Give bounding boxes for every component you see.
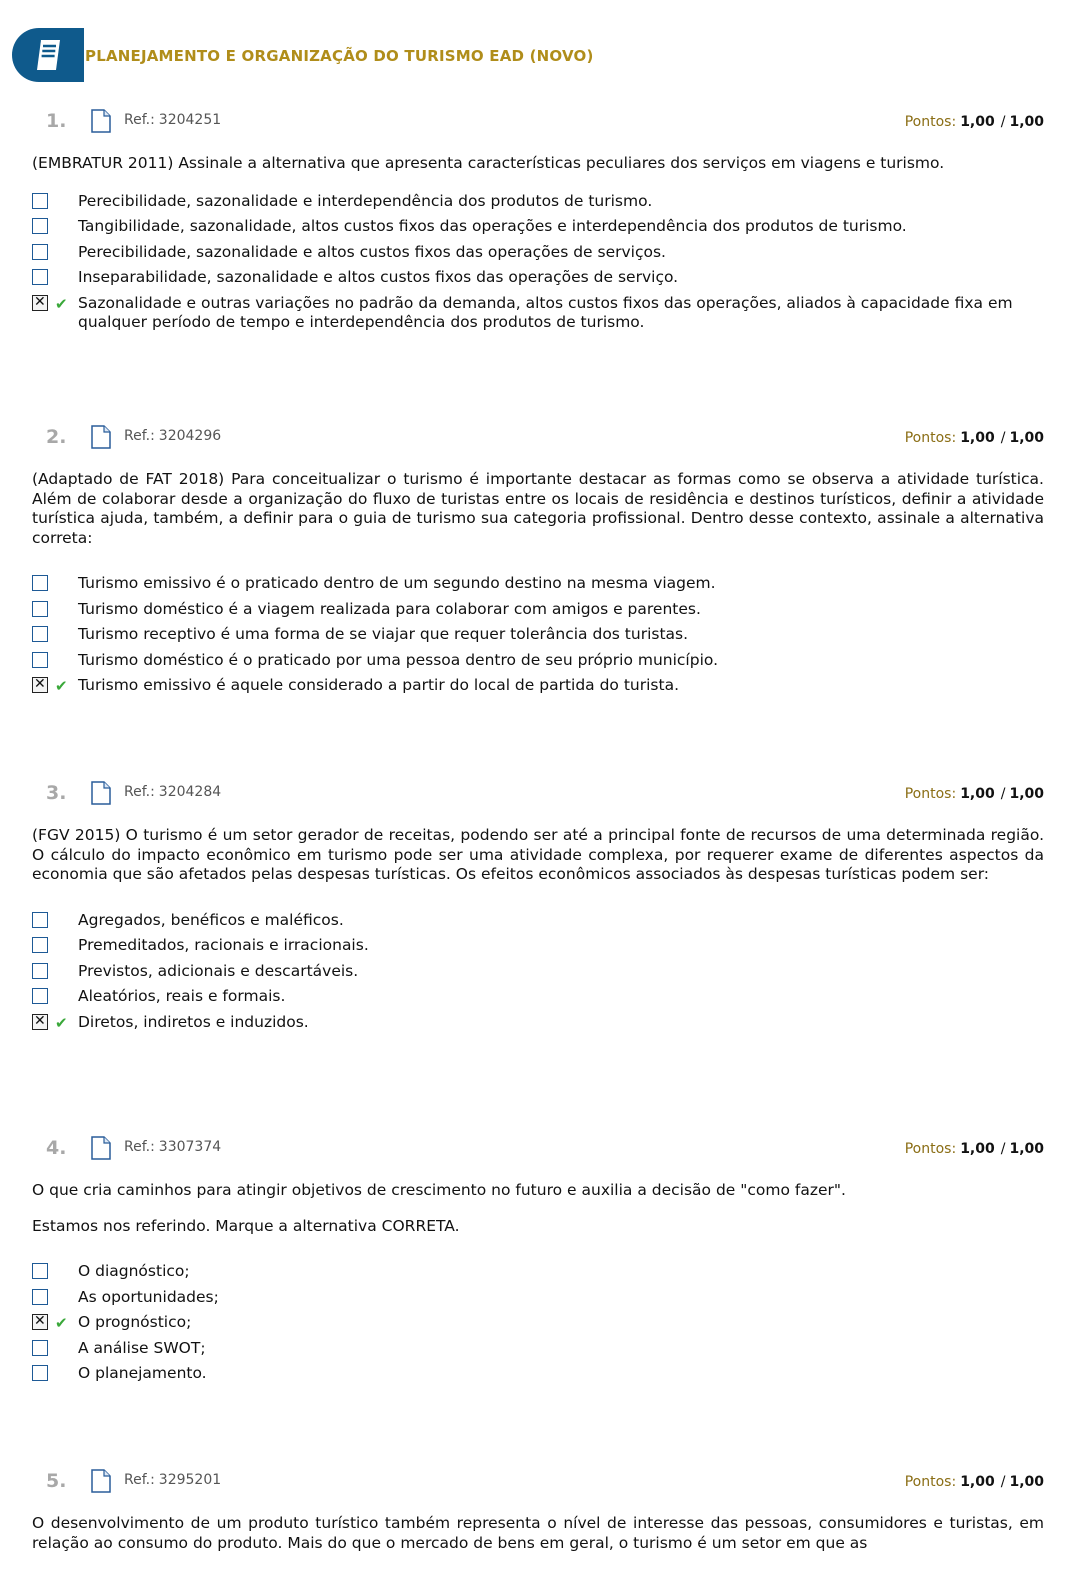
- question-number: 4.: [46, 1137, 67, 1159]
- option-item[interactable]: Turismo receptivo é uma forma de se viajar que requer tolerância dos turistas.: [32, 625, 1044, 645]
- question-points: Pontos: 1,00 / 1,00: [904, 430, 1044, 446]
- option-item[interactable]: Previstos, adicionais e descartáveis.: [32, 962, 1044, 982]
- option-checkbox[interactable]: [32, 244, 48, 260]
- option-item[interactable]: O diagnóstico;: [32, 1262, 1044, 1282]
- option-item[interactable]: Premeditados, racionais e irracionais.: [32, 936, 1044, 956]
- question-block: [32, 1137, 1044, 1390]
- option-item[interactable]: Perecibilidade, sazonalidade e interdependência dos produtos de turismo.: [32, 192, 1044, 212]
- course-title: PLANEJAMENTO E ORGANIZAÇÃO DO TURISMO EAD (NOVO): [85, 47, 594, 65]
- option-item[interactable]: Tangibilidade, sazonalidade, altos custos fixos das operações e interdependência dos produtos de turismo.: [32, 217, 1044, 237]
- option-item[interactable]: Inseparabilidade, sazonalidade e altos custos fixos das operações de serviço.: [32, 268, 1044, 288]
- option-item[interactable]: Perecibilidade, sazonalidade e altos custos fixos das operações de serviços.: [32, 243, 1044, 263]
- option-checkbox[interactable]: [32, 912, 48, 928]
- question-number: 1.: [46, 110, 67, 132]
- question-stem: (Adaptado de FAT 2018) Para conceitualizar o turismo é importante destacar as formas como se observa a atividade turística. Além de colaborar desde a organização do fluxo de turistas entre os locais de residência e destinos turísticos, definir a atividade turística ajuda, também, a definir para o guia de turismo sua categoria profissional. Dentro desse contexto, assinale a alternativa correta:: [32, 470, 1044, 547]
- question-ref: Ref.: 3204251: [124, 112, 222, 128]
- option-checkbox[interactable]: [32, 963, 48, 979]
- option-item[interactable]: ✕ ✔ Turismo emissivo é aquele considerado a partir do local de partida do turista.: [32, 676, 1044, 696]
- correct-check-icon: ✔: [55, 677, 68, 695]
- options-list: [32, 1262, 1044, 1384]
- question-stem: O desenvolvimento de um produto turístico também representa o nível de interesse das pessoas, consumidores e turistas, em relação ao consumo do produto. Mais do que o mercado de bens em geral, o turismo é um setor em que as: [32, 1514, 1044, 1552]
- option-checkbox-checked[interactable]: [32, 295, 48, 311]
- question-stem: (EMBRATUR 2011) Assinale a alternativa que apresenta características peculiares dos serviços em viagens e turismo.: [32, 154, 945, 172]
- document-icon: [91, 1469, 111, 1493]
- question-stem: Estamos nos referindo. Marque a alternativa CORRETA.: [32, 1216, 460, 1235]
- option-checkbox[interactable]: [32, 626, 48, 642]
- option-item[interactable]: Aleatórios, reais e formais.: [32, 987, 1044, 1007]
- option-item[interactable]: ✕ ✔ Diretos, indiretos e induzidos.: [32, 1013, 1044, 1033]
- question-stem: (FGV 2015) O turismo é um setor gerador de receitas, podendo ser até a principal fonte de recursos de uma determinada região. O cálculo do impacto econômico em turismo pode ser uma atividade complexa, por requerer exame de diferentes aspectos da economia que são afetados pelas despesas turísticas. Os efeitos econômicos associados às despesas turísticas podem ser:: [32, 826, 1044, 883]
- option-checkbox[interactable]: [32, 601, 48, 617]
- option-checkbox[interactable]: [32, 1263, 48, 1279]
- option-checkbox[interactable]: [32, 193, 48, 209]
- option-item[interactable]: Turismo doméstico é o praticado por uma pessoa dentro de seu próprio município.: [32, 651, 1044, 671]
- question-ref: Ref.: 3307374: [124, 1139, 222, 1155]
- question-points: Pontos: 1,00 / 1,00: [904, 1141, 1044, 1157]
- option-checkbox[interactable]: [32, 937, 48, 953]
- option-checkbox[interactable]: [32, 218, 48, 234]
- question-points: Pontos: 1,00 / 1,00: [904, 114, 1044, 130]
- document-icon: [91, 109, 111, 133]
- question-points: Pontos: 1,00 / 1,00: [904, 786, 1044, 802]
- options-list: [32, 192, 1044, 333]
- option-item[interactable]: ✕ ✔ O prognóstico;: [32, 1313, 1044, 1333]
- question-ref: Ref.: 3295201: [124, 1472, 222, 1488]
- question-points: Pontos: 1,00 / 1,00: [904, 1474, 1044, 1490]
- question-number: 3.: [46, 782, 67, 804]
- option-checkbox[interactable]: [32, 1340, 48, 1356]
- correct-check-icon: ✔: [55, 1314, 68, 1332]
- question-block: [32, 782, 1044, 1038]
- option-item[interactable]: ✕ ✔ Sazonalidade e outras variações no padrão da demanda, altos custos fixos das operações, aliados à capacidade fixa em qualquer período de tempo e interdependência dos produtos de turismo.: [32, 294, 1044, 333]
- option-item[interactable]: Turismo doméstico é a viagem realizada para colaborar com amigos e parentes.: [32, 600, 1044, 620]
- course-book-icon: [12, 28, 84, 82]
- option-item[interactable]: A análise SWOT;: [32, 1339, 1044, 1359]
- option-checkbox[interactable]: [32, 575, 48, 591]
- option-checkbox[interactable]: [32, 1289, 48, 1305]
- question-block: [32, 110, 1044, 339]
- document-icon: [91, 781, 111, 805]
- document-icon: [91, 425, 111, 449]
- course-header: [12, 28, 1052, 82]
- option-checkbox[interactable]: [32, 652, 48, 668]
- document-icon: [91, 1136, 111, 1160]
- question-number: 5.: [46, 1470, 67, 1492]
- option-item[interactable]: Turismo emissivo é o praticado dentro de um segundo destino na mesma viagem.: [32, 574, 1044, 594]
- correct-check-icon: ✔: [55, 294, 68, 313]
- correct-check-icon: ✔: [55, 1013, 68, 1032]
- question-ref: Ref.: 3204284: [124, 784, 222, 800]
- option-checkbox[interactable]: [32, 988, 48, 1004]
- question-block: [32, 1470, 1044, 1553]
- option-checkbox[interactable]: [32, 269, 48, 285]
- option-item[interactable]: O planejamento.: [32, 1364, 1044, 1384]
- options-list: [32, 911, 1044, 1033]
- option-checkbox-checked[interactable]: [32, 1314, 48, 1330]
- option-checkbox[interactable]: [32, 1365, 48, 1381]
- question-ref: Ref.: 3204296: [124, 428, 222, 444]
- option-item[interactable]: As oportunidades;: [32, 1288, 1044, 1308]
- option-item[interactable]: Agregados, benéficos e maléficos.: [32, 911, 1044, 931]
- option-checkbox-checked[interactable]: [32, 677, 48, 693]
- option-checkbox-checked[interactable]: [32, 1014, 48, 1030]
- question-block: [32, 426, 1044, 702]
- question-number: 2.: [46, 426, 67, 448]
- options-list: [32, 574, 1044, 696]
- question-stem: O que cria caminhos para atingir objetivos de crescimento no futuro e auxilia a decisão de "como fazer".: [32, 1181, 846, 1199]
